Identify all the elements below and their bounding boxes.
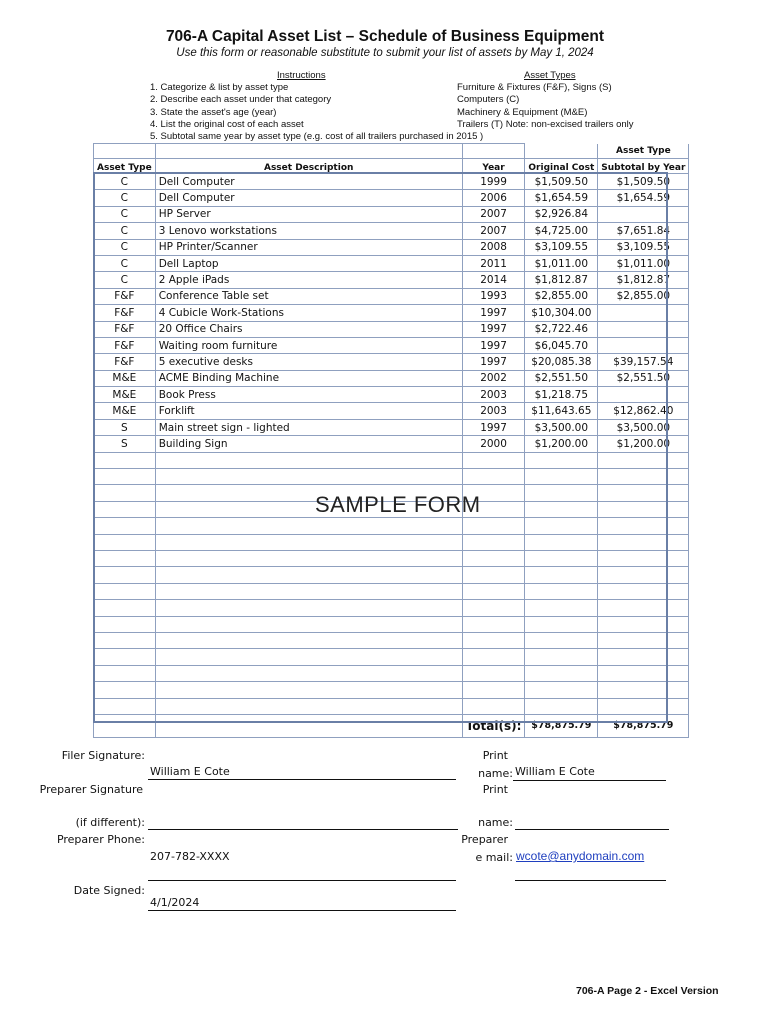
cell-year[interactable]: 1999 (462, 174, 525, 190)
cell-desc[interactable]: HP Server (155, 206, 462, 222)
empty-table-row (94, 665, 689, 681)
empty-table-row (94, 567, 689, 583)
table-body (94, 174, 689, 715)
asset-types-list (457, 82, 634, 131)
empty-cell[interactable] (462, 616, 525, 632)
empty-cell[interactable] (462, 698, 525, 714)
header-year: Year (462, 159, 525, 174)
empty-cell[interactable] (155, 518, 462, 534)
empty-cell[interactable] (462, 649, 525, 665)
instruction-item: 1. Categorize & list by asset type (150, 82, 289, 93)
cell-desc[interactable]: Building Sign (155, 436, 462, 452)
instruction-item: 5. Subtotal same year by asset type (e.g. cost of all trailers purchased in 2015 ) (150, 131, 484, 143)
cell-year[interactable]: 2011 (462, 255, 525, 271)
cell-subtotal[interactable] (598, 387, 689, 403)
empty-cell[interactable] (462, 665, 525, 681)
asset-type-item: Computers (C) (457, 94, 520, 106)
asset-types-heading: Asset Types (524, 70, 576, 81)
cell-cost[interactable]: $2,551.50 (525, 370, 598, 386)
empty-cell[interactable] (155, 583, 462, 599)
email-line (515, 880, 666, 881)
cell-type[interactable]: F&F (94, 321, 156, 337)
cell-cost[interactable]: $6,045.70 (525, 337, 598, 353)
cell-cost[interactable]: $1,812.87 (525, 272, 598, 288)
cell-desc[interactable]: 2 Apple iPads (155, 272, 462, 288)
empty-cell[interactable] (462, 567, 525, 583)
empty-table-row (94, 600, 689, 616)
print-name-line (513, 780, 666, 781)
cell-subtotal[interactable]: $39,157.54 (598, 354, 689, 370)
empty-cell[interactable] (94, 452, 156, 468)
print-name-value[interactable]: William E Cote (515, 765, 595, 778)
table-row (94, 321, 689, 337)
empty-cell[interactable] (598, 534, 689, 550)
cell-year[interactable]: 2007 (462, 206, 525, 222)
cell-desc[interactable]: Dell Computer (155, 190, 462, 206)
cell-cost[interactable]: $2,855.00 (525, 288, 598, 304)
table-header-row-top (94, 144, 689, 159)
print-label-2: Print (482, 783, 508, 796)
empty-cell[interactable] (94, 665, 156, 681)
cell-year[interactable]: 1997 (462, 354, 525, 370)
cell-type[interactable]: C (94, 223, 156, 239)
empty-cell[interactable] (462, 583, 525, 599)
cell-type[interactable]: S (94, 419, 156, 435)
total-subtotal: $78,875.79 (598, 714, 689, 737)
page-footer: 706-A Page 2 - Excel Version (576, 985, 719, 997)
empty-cell[interactable] (462, 534, 525, 550)
instruction-item: 2. Describe each asset under that category (150, 94, 332, 106)
empty-cell[interactable] (94, 567, 156, 583)
cell-cost[interactable]: $1,200.00 (525, 436, 598, 452)
total-original-cost: $78,875.79 (525, 714, 598, 737)
empty-cell[interactable] (525, 534, 598, 550)
empty-cell[interactable] (525, 616, 598, 632)
empty-cell[interactable] (598, 632, 689, 648)
cell-subtotal[interactable]: $1,509.50 (598, 174, 689, 190)
empty-cell[interactable] (598, 600, 689, 616)
empty-cell[interactable] (525, 583, 598, 599)
empty-cell[interactable] (525, 632, 598, 648)
preparer-signature-line[interactable] (148, 829, 458, 830)
cell-year[interactable]: 2002 (462, 370, 525, 386)
filer-signature-line (148, 779, 456, 780)
cell-year[interactable]: 2008 (462, 239, 525, 255)
filer-signature-label: Filer Signature: (61, 749, 145, 762)
cell-subtotal[interactable]: $1,654.59 (598, 190, 689, 206)
empty-table-row (94, 534, 689, 550)
cell-cost[interactable]: $2,926.84 (525, 206, 598, 222)
empty-cell[interactable] (525, 567, 598, 583)
cell-cost[interactable]: $10,304.00 (525, 305, 598, 321)
cell-desc[interactable]: Waiting room furniture (155, 337, 462, 353)
table-row (94, 387, 689, 403)
empty-cell[interactable] (155, 616, 462, 632)
cell-type[interactable]: C (94, 239, 156, 255)
print-label-1: Print (482, 749, 508, 762)
empty-cell[interactable] (598, 469, 689, 485)
empty-cell[interactable] (598, 501, 689, 517)
header-original-cost: Original Cost (525, 159, 598, 174)
name-label-2: name: (478, 816, 513, 829)
empty-table-row (94, 452, 689, 468)
table-row (94, 419, 689, 435)
filer-signature-value[interactable]: William E Cote (150, 765, 230, 778)
cell-desc[interactable]: Main street sign - lighted (155, 419, 462, 435)
empty-cell[interactable] (462, 452, 525, 468)
cell-desc[interactable]: Book Press (155, 387, 462, 403)
empty-cell[interactable] (598, 682, 689, 698)
instruction-item: 4. List the original cost of each asset (150, 118, 304, 130)
empty-cell[interactable] (598, 550, 689, 566)
empty-table-row (94, 698, 689, 714)
cell-year[interactable]: 2014 (462, 272, 525, 288)
cell-year[interactable]: 1997 (462, 321, 525, 337)
empty-cell[interactable] (155, 649, 462, 665)
empty-cell[interactable] (525, 550, 598, 566)
empty-cell[interactable] (94, 632, 156, 648)
empty-cell[interactable] (598, 649, 689, 665)
table-row (94, 206, 689, 222)
header-description: Asset Description (155, 159, 462, 174)
cell-cost[interactable]: $2,722.46 (525, 321, 598, 337)
cell-year[interactable]: 2007 (462, 223, 525, 239)
empty-table-row (94, 469, 689, 485)
cell-cost[interactable]: $1,654.59 (525, 190, 598, 206)
empty-cell[interactable] (155, 567, 462, 583)
cell-cost[interactable]: $11,643.65 (525, 403, 598, 419)
preparer-phone-value[interactable]: 207-782-XXXX (150, 850, 230, 863)
empty-cell[interactable] (525, 518, 598, 534)
cell-type[interactable]: C (94, 255, 156, 271)
preparer-signature-label: Preparer Signature (39, 783, 143, 796)
instruction-item: 3. State the asset's age (year) (150, 106, 277, 118)
cell-cost[interactable]: $1,218.75 (525, 387, 598, 403)
name-label-1: name: (478, 767, 513, 780)
empty-cell[interactable] (94, 501, 156, 517)
empty-cell[interactable] (94, 469, 156, 485)
cell-year[interactable]: 2000 (462, 436, 525, 452)
instructions-list (150, 82, 483, 143)
empty-cell[interactable] (462, 469, 525, 485)
table-row (94, 436, 689, 452)
cell-desc[interactable]: ACME Binding Machine (155, 370, 462, 386)
table-row (94, 370, 689, 386)
email-link[interactable]: wcote@anydomain.com (516, 849, 645, 863)
cell-cost[interactable]: $3,109.55 (525, 239, 598, 255)
table-row (94, 272, 689, 288)
empty-cell[interactable] (94, 534, 156, 550)
cell-year[interactable]: 1997 (462, 337, 525, 353)
table-row (94, 305, 689, 321)
cell-subtotal[interactable]: $2,551.50 (598, 370, 689, 386)
empty-cell[interactable] (155, 682, 462, 698)
empty-cell[interactable] (462, 518, 525, 534)
empty-cell[interactable] (525, 600, 598, 616)
empty-cell[interactable] (462, 550, 525, 566)
header-subtotal-line2: Subtotal by Year (598, 159, 689, 174)
table-row (94, 239, 689, 255)
empty-cell[interactable] (155, 469, 462, 485)
empty-cell[interactable] (94, 583, 156, 599)
cell-type[interactable]: F&F (94, 354, 156, 370)
empty-table-row (94, 550, 689, 566)
asset-table (93, 143, 689, 738)
empty-cell[interactable] (525, 682, 598, 698)
cell-desc[interactable]: Conference Table set (155, 288, 462, 304)
preparer-phone-line (148, 880, 456, 881)
empty-cell[interactable] (598, 485, 689, 501)
empty-table-row (94, 682, 689, 698)
cell-desc[interactable]: 5 executive desks (155, 354, 462, 370)
cell-subtotal[interactable]: $3,500.00 (598, 419, 689, 435)
empty-table-row (94, 616, 689, 632)
header-asset-type: Asset Type (94, 159, 156, 174)
preparer-label: Preparer (461, 833, 508, 846)
empty-cell[interactable] (155, 665, 462, 681)
cell-desc[interactable]: Dell Laptop (155, 255, 462, 271)
empty-cell[interactable] (598, 665, 689, 681)
sample-form-watermark: SAMPLE FORM (315, 492, 481, 517)
empty-table-row (94, 583, 689, 599)
empty-cell[interactable] (525, 469, 598, 485)
empty-cell[interactable] (155, 452, 462, 468)
cell-year[interactable]: 1997 (462, 305, 525, 321)
asset-type-item: Trailers (T) Note: non-excised trailers only (457, 118, 634, 130)
empty-cell[interactable] (598, 452, 689, 468)
empty-cell[interactable] (94, 485, 156, 501)
empty-cell[interactable] (598, 616, 689, 632)
empty-cell[interactable] (94, 649, 156, 665)
email-label: e mail: (475, 851, 513, 864)
table-header-row (94, 159, 689, 174)
empty-cell[interactable] (598, 698, 689, 714)
if-different-label: (if different): (75, 816, 145, 829)
date-signed-label: Date Signed: (73, 884, 145, 897)
table-row (94, 354, 689, 370)
table-row (94, 288, 689, 304)
total-label: Total(s): (462, 714, 525, 737)
cell-subtotal[interactable]: $1,011.00 (598, 255, 689, 271)
empty-table-row (94, 632, 689, 648)
cell-subtotal[interactable]: $7,651.84 (598, 223, 689, 239)
empty-table-row (94, 518, 689, 534)
empty-cell[interactable] (525, 665, 598, 681)
cell-year[interactable]: 2006 (462, 190, 525, 206)
empty-cell[interactable] (462, 682, 525, 698)
total-row (94, 714, 689, 737)
cell-type[interactable]: C (94, 174, 156, 190)
form-title: 706-A Capital Asset List – Schedule of Business Equipment (165, 28, 605, 45)
asset-type-item: Machinery & Equipment (M&E) (457, 106, 588, 118)
cell-subtotal[interactable] (598, 321, 689, 337)
cell-cost[interactable]: $1,509.50 (525, 174, 598, 190)
cell-year[interactable]: 1997 (462, 419, 525, 435)
cell-type[interactable]: F&F (94, 305, 156, 321)
table-row (94, 223, 689, 239)
cell-type[interactable]: M&E (94, 387, 156, 403)
cell-type[interactable]: F&F (94, 337, 156, 353)
cell-year[interactable]: 2003 (462, 403, 525, 419)
preparer-print-name-line[interactable] (515, 829, 669, 830)
empty-cell[interactable] (462, 632, 525, 648)
cell-subtotal[interactable]: $2,855.00 (598, 288, 689, 304)
empty-cell[interactable] (94, 698, 156, 714)
empty-cell[interactable] (525, 698, 598, 714)
date-signed-line (148, 910, 456, 911)
cell-desc[interactable]: Dell Computer (155, 174, 462, 190)
table-row (94, 255, 689, 271)
cell-cost[interactable]: $20,085.38 (525, 354, 598, 370)
empty-cell[interactable] (598, 518, 689, 534)
cell-desc[interactable]: Forklift (155, 403, 462, 419)
empty-cell[interactable] (598, 583, 689, 599)
cell-subtotal[interactable] (598, 337, 689, 353)
cell-desc[interactable]: HP Printer/Scanner (155, 239, 462, 255)
empty-cell[interactable] (94, 550, 156, 566)
empty-cell[interactable] (462, 600, 525, 616)
cell-type[interactable]: M&E (94, 370, 156, 386)
cell-desc[interactable]: 3 Lenovo workstations (155, 223, 462, 239)
cell-type[interactable]: C (94, 190, 156, 206)
cell-year[interactable]: 1993 (462, 288, 525, 304)
header-subtotal-line1: Asset Type (598, 144, 689, 159)
date-signed-value[interactable]: 4/1/2024 (150, 896, 200, 909)
cell-subtotal[interactable]: $1,812.87 (598, 272, 689, 288)
cell-type[interactable]: C (94, 206, 156, 222)
cell-type[interactable]: C (94, 272, 156, 288)
empty-cell[interactable] (525, 485, 598, 501)
empty-cell[interactable] (155, 550, 462, 566)
cell-cost[interactable]: $4,725.00 (525, 223, 598, 239)
empty-cell[interactable] (155, 534, 462, 550)
empty-cell[interactable] (525, 649, 598, 665)
cell-type[interactable]: S (94, 436, 156, 452)
table-row (94, 337, 689, 353)
instructions-heading: Instructions (277, 70, 326, 81)
cell-cost[interactable]: $3,500.00 (525, 419, 598, 435)
empty-cell[interactable] (155, 698, 462, 714)
empty-cell[interactable] (94, 682, 156, 698)
cell-year[interactable]: 2003 (462, 387, 525, 403)
cell-subtotal[interactable] (598, 305, 689, 321)
table-row (94, 190, 689, 206)
cell-desc[interactable]: 20 Office Chairs (155, 321, 462, 337)
cell-type[interactable]: M&E (94, 403, 156, 419)
table-row (94, 403, 689, 419)
cell-cost[interactable]: $1,011.00 (525, 255, 598, 271)
empty-cell[interactable] (525, 501, 598, 517)
cell-subtotal[interactable]: $12,862.40 (598, 403, 689, 419)
empty-cell[interactable] (525, 452, 598, 468)
cell-subtotal[interactable]: $1,200.00 (598, 436, 689, 452)
empty-cell[interactable] (155, 632, 462, 648)
cell-desc[interactable]: 4 Cubicle Work-Stations (155, 305, 462, 321)
empty-cell[interactable] (94, 616, 156, 632)
table-row (94, 174, 689, 190)
empty-table-row (94, 649, 689, 665)
cell-subtotal[interactable] (598, 206, 689, 222)
form-subtitle: Use this form or reasonable substitute to submit your list of assets by May 1, 2024 (176, 47, 594, 59)
empty-cell[interactable] (94, 600, 156, 616)
empty-cell[interactable] (155, 600, 462, 616)
empty-cell[interactable] (94, 518, 156, 534)
asset-type-item: Furniture & Fixtures (F&F), Signs (S) (457, 82, 612, 93)
cell-type[interactable]: F&F (94, 288, 156, 304)
cell-subtotal[interactable]: $3,109.55 (598, 239, 689, 255)
empty-cell[interactable] (598, 567, 689, 583)
preparer-phone-label: Preparer Phone: (56, 833, 145, 846)
